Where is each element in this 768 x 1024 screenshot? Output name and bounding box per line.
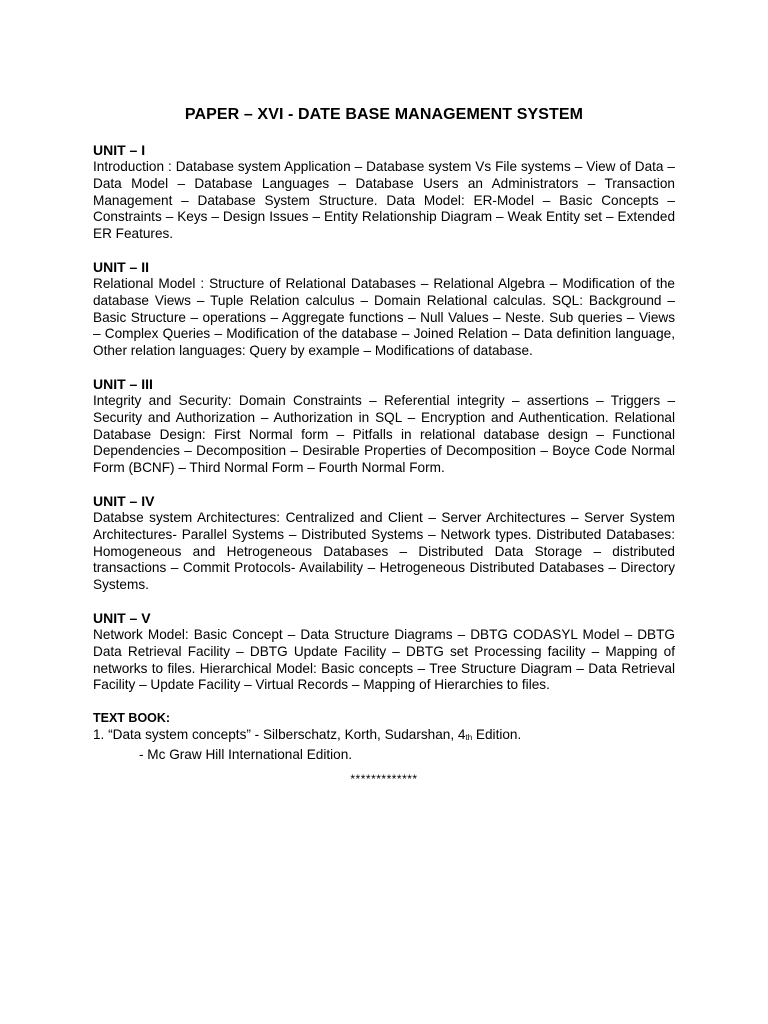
- unit-heading: UNIT – III: [93, 375, 153, 392]
- textbook-publisher: - Mc Graw Hill International Edition.: [139, 746, 353, 762]
- unit-body: Introduction : Database system Application – Database system Vs File systems – View of Data – Data Model – Database Languages – Database Users an Administrators – Transaction Management – Database System Structure. Data Model: ER-Model – Basic Concepts – Constraints – Keys – Design Issues – Entity Relationship Diagram – Weak Entity set – Extended ER Features.: [93, 159, 675, 242]
- unit-2-section: [93, 259, 675, 360]
- textbook-section: [93, 710, 675, 764]
- unit-body: Relational Model : Structure of Relational Databases – Relational Algebra – Modification of the database Views – Tuple Relation calculus – Domain Relational calculas. SQL: Background – Basic Structure – operations – Aggregate functions – Null Values – Neste. Sub queries – Views – Complex Queries – Modification of the database – Joined Relation – Data definition language, Other relation languages: Query by example – Modifications of database.: [93, 275, 675, 359]
- unit-heading: UNIT – IV: [93, 492, 155, 509]
- unit-body: Databse system Architectures: Centralized and Client – Server Architectures – Server System Architectures- Parallel Systems – Distributed Systems – Network types. Distributed Databases: Homogeneous and Hetrogeneous Databases – Distributed Data Storage – distributed transactions – Commit Protocols- Availability – Hetrogeneous Distributed Databases – Directory Systems.: [93, 509, 675, 593]
- unit-body: Network Model: Basic Concept – Data Structure Diagrams – DBTG CODASYL Model – DBTG Data Retrieval Facility – DBTG Update Facility – DBTG set Processing facility – Mapping of networks to files. Hierarchical Model: Basic concepts – Tree Structure Diagram – Data Retrieval Facility – Update Facility – Virtual Records – Mapping of Hierarchies to files.: [93, 626, 675, 693]
- unit-heading: UNIT – V: [93, 609, 151, 626]
- page-title: PAPER – XVI - DATE BASE MANAGEMENT SYSTEM: [184, 106, 584, 123]
- document-page: [93, 104, 675, 786]
- end-marker: *************: [350, 771, 418, 786]
- unit-body: Integrity and Security: Domain Constraints – Referential integrity – assertions – Triggers – Security and Authorization – Authorization in SQL – Encryption and Authentication. Relational Database Design: First Normal form – Pitfalls in relational database design – Functional Dependencies – Decomposition – Desirable Properties of Decomposition – Boyce Code Normal Form (BCNF) – Third Normal Form – Fourth Normal Form.: [93, 392, 675, 476]
- unit-heading: UNIT – II: [93, 258, 150, 275]
- unit-heading: UNIT – I: [93, 142, 146, 158]
- textbook-entry-suffix: Edition.: [472, 727, 522, 743]
- textbook-heading: TEXT BOOK:: [93, 711, 171, 726]
- edition-superscript: th: [465, 733, 473, 743]
- unit-5-section: [93, 610, 675, 694]
- textbook-entry: [93, 727, 675, 747]
- unit-1-section: [93, 142, 675, 243]
- unit-3-section: [93, 376, 675, 477]
- unit-4-section: [93, 493, 675, 594]
- textbook-entry-prefix: 1. “Data system concepts” - Silberschatz, Korth, Sudarshan, 4: [93, 727, 466, 743]
